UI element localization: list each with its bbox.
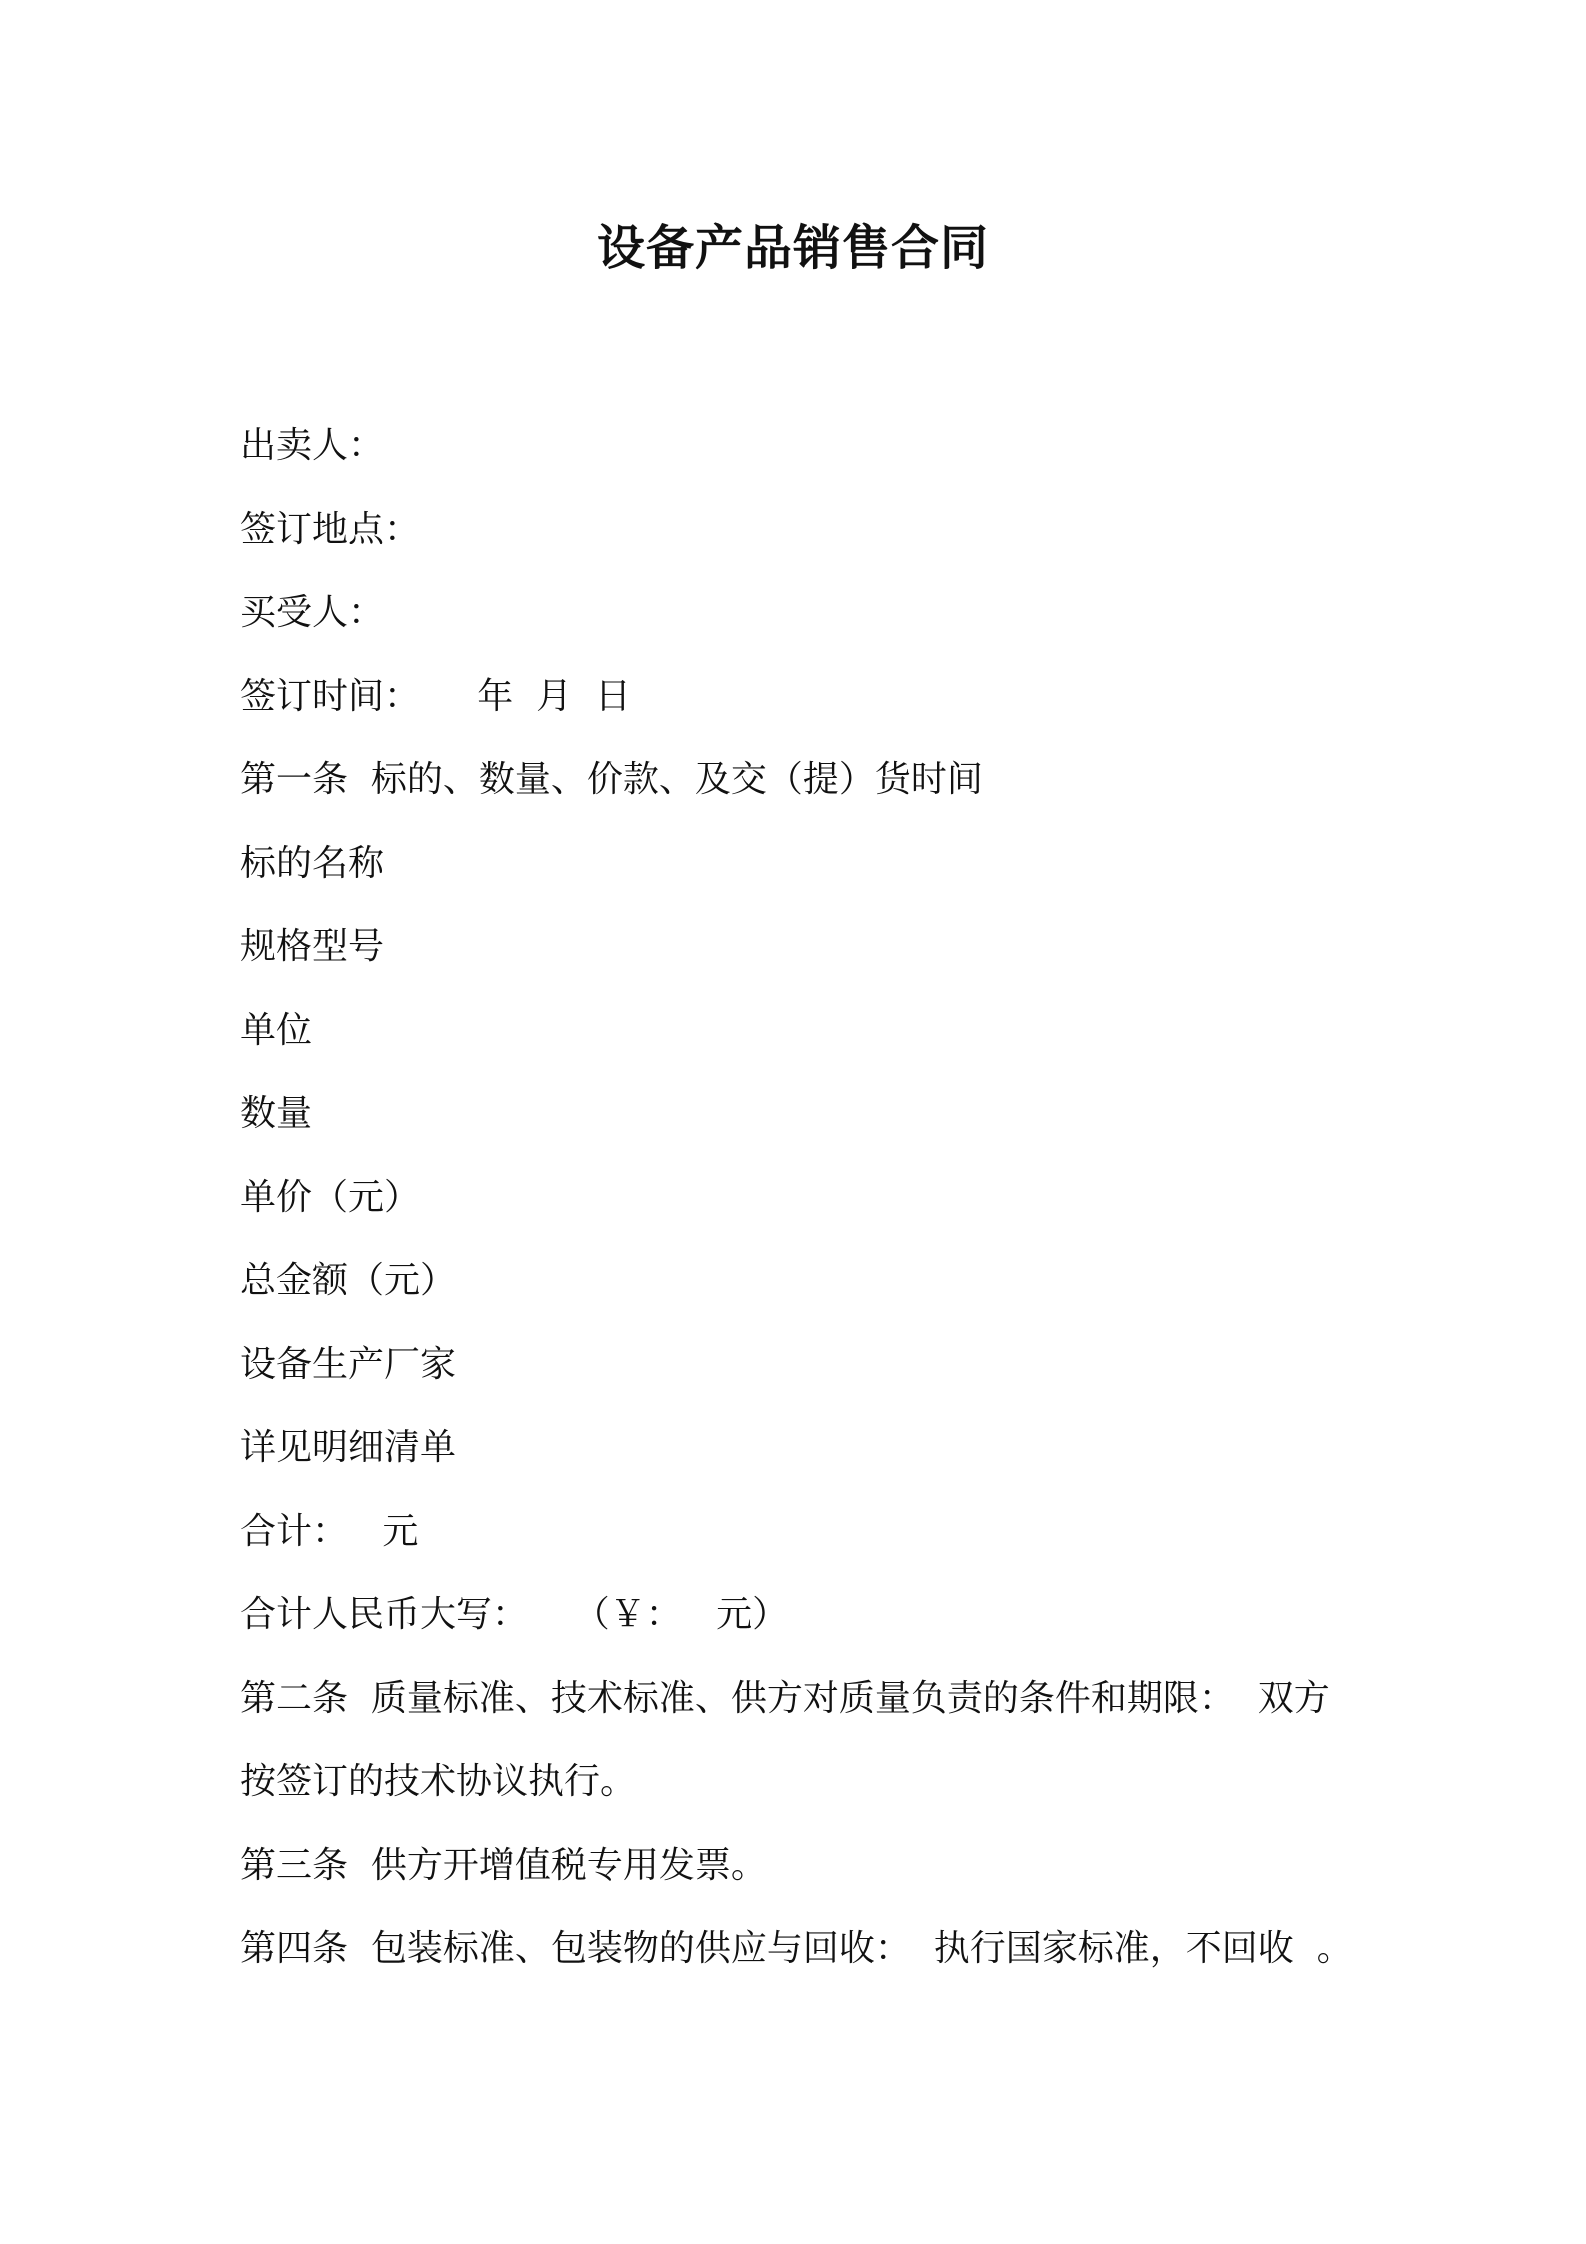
- sum-in-words-line: 合计人民币大写： （￥： 元）: [240, 1594, 789, 1635]
- spec-model-line: 规格型号: [240, 926, 385, 967]
- signing-place-line: 签订地点：: [240, 508, 421, 550]
- article-2-line-2: 按签订的技术协议执行。: [240, 1761, 637, 1802]
- detail-list-line: 详见明细清单: [240, 1427, 457, 1468]
- quantity-line: 数量: [240, 1093, 313, 1134]
- buyer-line: 买受人：: [240, 592, 385, 633]
- article-3-line: 第三条 供方开增值税专用发票。: [240, 1844, 767, 1886]
- total-amount-line: 总金额（元）: [240, 1260, 457, 1301]
- item-name-line: 标的名称: [240, 842, 385, 884]
- article-1-heading: 第一条 标的、数量、价款、及交（提）货时间: [240, 759, 983, 800]
- manufacturer-line: 设备生产厂家: [240, 1343, 457, 1385]
- article-2-line-1: 第二条 质量标准、技术标准、供方对质量负责的条件和期限： 双方: [240, 1677, 1330, 1719]
- seller-line: 出卖人：: [240, 425, 385, 466]
- unit-line: 单位: [240, 1009, 313, 1051]
- document-title: 设备产品销售合同: [596, 220, 989, 276]
- signing-date-line: 签订时间： 年 月 日: [240, 675, 631, 717]
- document-body: [240, 404, 1390, 1991]
- sum-line: 合计： 元: [240, 1510, 419, 1552]
- article-4-line: 第四条 包装标准、包装物的供应与回收： 执行国家标准，不回收 。: [240, 1928, 1353, 1969]
- unit-price-line: 单价（元）: [240, 1176, 421, 1218]
